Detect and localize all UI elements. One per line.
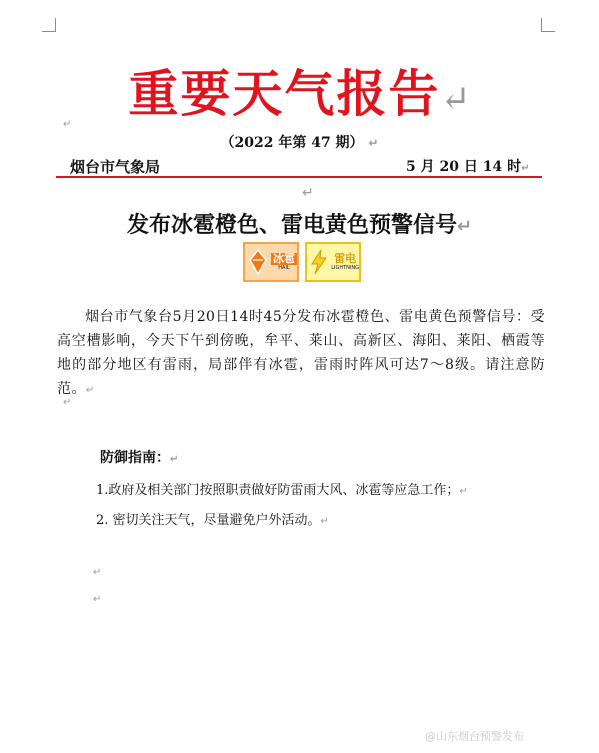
hail-signal-en: HAIL	[278, 264, 290, 271]
paragraph-mark: ↵	[63, 119, 72, 130]
issue-number	[0, 132, 599, 152]
defense-guide-title	[100, 447, 178, 467]
lightning-yellow-signal-icon	[305, 242, 361, 282]
guide-item	[96, 479, 468, 498]
paragraph-mark: ↵	[320, 516, 329, 527]
paragraph-mark: ↵	[63, 397, 72, 408]
paragraph-mark: ↵	[459, 486, 468, 497]
warning-body-text: 烟台市气象台5月20日14时45分发布冰雹橙色、雷电黄色预警信号：受高空槽影响，今天下午到傍晚，牟平、莱山、高新区、海阳、莱阳、栖霞等地的部分地区有雷雨，局部伴有冰雹，雷雨时阵风可达7～8级。请注意防范。	[57, 309, 545, 397]
guide-item	[96, 509, 329, 528]
lightning-icon	[307, 244, 331, 280]
paragraph-mark: ↵	[93, 567, 102, 578]
issuing-office: 烟台市气象局	[70, 158, 161, 176]
warning-headline	[0, 208, 599, 239]
paragraph-mark: ↵	[85, 385, 95, 396]
paragraph-mark: ↵	[456, 216, 473, 237]
paragraph-mark: ↵	[93, 594, 102, 605]
hail-orange-signal-icon	[243, 242, 299, 282]
hail-icon	[245, 244, 271, 280]
crop-mark-top-right	[541, 18, 555, 32]
source-watermark: @山东烟台预警发布	[425, 730, 524, 743]
paragraph-mark: ↵	[170, 454, 179, 465]
report-title-text: 重要天气报告	[128, 64, 441, 123]
guide-item-text: 1.政府及相关部门按照职责做好防雷雨大风、冰雹等应急工作；	[96, 483, 460, 498]
paragraph-mark: ↵	[440, 79, 471, 120]
paragraph-mark: ↵	[368, 136, 379, 150]
header-divider	[56, 176, 542, 178]
issue-datetime-text: 5 月 20 日 14 时	[406, 159, 522, 175]
defense-guide-title-text: 防御指南：	[100, 450, 170, 466]
hail-signal-name: 冰雹	[273, 251, 295, 265]
issue-datetime	[406, 156, 529, 176]
warning-signal-icons	[243, 242, 361, 282]
report-title	[0, 54, 599, 126]
paragraph-mark: ↵	[302, 185, 314, 201]
guide-item-text: 2. 密切关注天气，尽量避免户外活动。	[96, 513, 321, 528]
lightning-signal-en: LIGHTNING	[331, 264, 359, 271]
warning-body	[57, 305, 545, 403]
issue-text: （2022 年第 47 期）	[220, 135, 364, 151]
lightning-signal-name: 雷电	[334, 251, 357, 265]
warning-headline-text: 发布冰雹橙色、雷电黄色预警信号	[126, 212, 457, 238]
paragraph-mark: ↵	[521, 163, 530, 174]
crop-mark-top-left	[42, 18, 56, 32]
